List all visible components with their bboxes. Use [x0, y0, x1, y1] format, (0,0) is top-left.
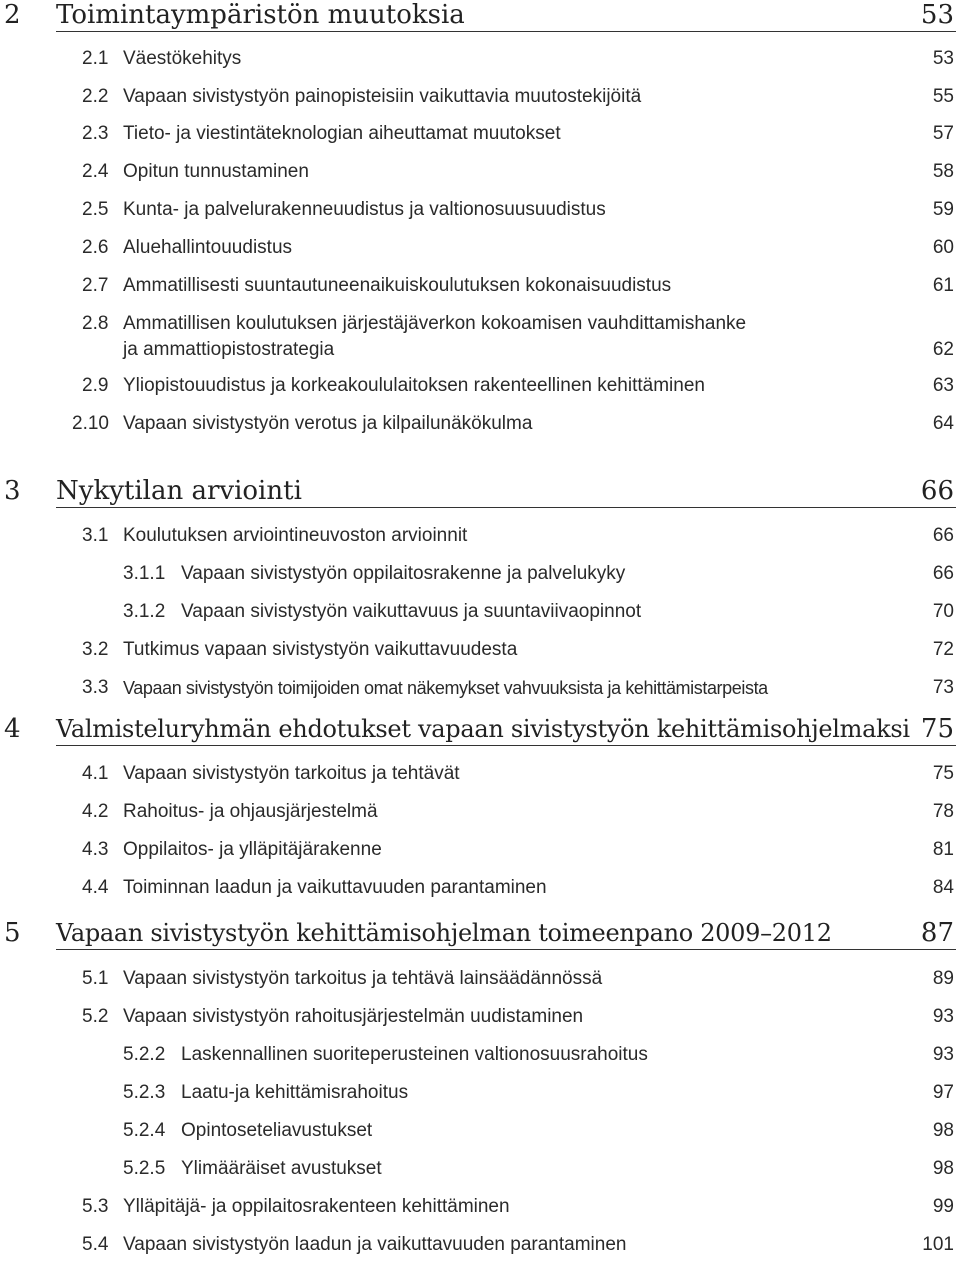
entry-page-number: 98 — [932, 1158, 954, 1179]
entry-title: Tieto- ja viestintäteknologian aiheuttamat muutokset — [123, 123, 561, 144]
entry-page-number: 61 — [932, 275, 954, 296]
entry-title: Aluehallintouudistus — [123, 237, 293, 258]
entry-number: 2.10 — [72, 413, 109, 434]
entry-page-number: 73 — [932, 677, 954, 698]
entry-number: 2.2 — [82, 86, 109, 107]
entry-page-number: 59 — [932, 199, 954, 220]
entry-number: 5.1 — [82, 968, 109, 989]
entry-number: 2.3 — [82, 123, 109, 144]
chapter-number: 4 — [4, 714, 21, 744]
entry-page-number: 62 — [932, 339, 954, 360]
entry-title: Laatu-ja kehittämisrahoitus — [181, 1082, 409, 1103]
entry-page-number: 97 — [932, 1082, 954, 1103]
entry-number: 2.4 — [82, 161, 109, 182]
entry-number: 4.3 — [82, 839, 109, 860]
chapter-number: 3 — [4, 476, 21, 506]
chapter-rule — [56, 949, 956, 950]
entry-number: 5.2.2 — [123, 1044, 166, 1065]
entry-number: 5.2 — [82, 1006, 109, 1027]
chapter-title: Valmisteluryhmän ehdotukset vapaan sivistystyön kehittämisohjelmaksi — [56, 715, 910, 743]
chapter-page-number: 66 — [920, 476, 954, 506]
entry-title: Vapaan sivistystyön rahoitusjärjestelmän uudistaminen — [123, 1006, 584, 1027]
entry-page-number: 81 — [932, 839, 954, 860]
entry-page-number: 78 — [932, 801, 954, 822]
entry-page-number: 57 — [932, 123, 954, 144]
entry-title: Vapaan sivistystyön oppilaitosrakenne ja palvelukyky — [181, 563, 626, 584]
entry-title: Vapaan sivistystyön toimijoiden omat näkemykset vahvuuksista ja kehittämistarpeista — [123, 678, 768, 698]
entry-title: Ammatillisesti suuntautuneenaikuiskoulutuksen kokonaisuudistus — [123, 275, 672, 296]
entry-title: Vapaan sivistystyön laadun ja vaikuttavuuden parantaminen — [123, 1234, 627, 1255]
entry-title-continued: ja ammattiopistostrategia — [123, 339, 335, 360]
entry-number: 5.2.4 — [123, 1120, 166, 1141]
entry-title: Opitun tunnustaminen — [123, 161, 309, 182]
entry-number: 5.2.5 — [123, 1158, 166, 1179]
entry-title: Vapaan sivistystyön verotus ja kilpailunäkökulma — [123, 413, 533, 434]
entry-title: Ammatillisen koulutuksen järjestäjäverkon kokoamisen vauhdittamishanke — [123, 313, 747, 334]
entry-title: Toiminnan laadun ja vaikuttavuuden parantaminen — [123, 877, 547, 898]
entry-number: 4.2 — [82, 801, 109, 822]
entry-page-number: 70 — [932, 601, 954, 622]
entry-page-number: 63 — [932, 375, 954, 396]
chapter-rule — [56, 31, 956, 32]
entry-title: Vapaan sivistystyön vaikuttavuus ja suuntaviivaopinnot — [181, 601, 642, 622]
entry-title: Vapaan sivistystyön tarkoitus ja tehtävä lainsäädännössä — [123, 968, 603, 989]
chapter-page-number: 53 — [920, 0, 954, 30]
entry-number: 2.9 — [82, 375, 109, 396]
entry-page-number: 93 — [932, 1044, 954, 1065]
entry-title: Koulutuksen arviointineuvoston arvioinnit — [123, 525, 468, 546]
entry-number: 3.1.1 — [123, 563, 166, 584]
entry-number: 4.4 — [82, 877, 109, 898]
entry-number: 2.7 — [82, 275, 109, 296]
entry-title: Oppilaitos- ja ylläpitäjärakenne — [123, 839, 382, 860]
entry-number: 2.8 — [82, 313, 109, 334]
entry-number: 2.5 — [82, 199, 109, 220]
entry-page-number: 60 — [932, 237, 954, 258]
entry-title: Yliopistouudistus ja korkeakoululaitoksen rakenteellinen kehittäminen — [123, 375, 705, 396]
entry-title: Ylläpitäjä- ja oppilaitosrakenteen kehittäminen — [123, 1196, 510, 1217]
entry-title: Opintoseteliavustukset — [181, 1120, 373, 1141]
chapter-title: Nykytilan arviointi — [56, 476, 302, 506]
entry-number: 3.2 — [82, 639, 109, 660]
entry-page-number: 93 — [932, 1006, 954, 1027]
entry-number: 5.2.3 — [123, 1082, 166, 1103]
entry-number: 4.1 — [82, 763, 109, 784]
chapter-title: Toimintaympäristön muutoksia — [56, 0, 465, 30]
entry-title: Ylimääräiset avustukset — [181, 1158, 382, 1179]
entry-title: Väestökehitys — [123, 48, 242, 69]
entry-page-number: 84 — [932, 877, 954, 898]
entry-page-number: 75 — [932, 763, 954, 784]
entry-title: Laskennallinen suoriteperusteinen valtionosuusrahoitus — [181, 1044, 648, 1065]
entry-number: 5.4 — [82, 1234, 109, 1255]
entry-title: Vapaan sivistystyön tarkoitus ja tehtävät — [123, 763, 460, 784]
entry-page-number: 101 — [922, 1234, 954, 1255]
chapter-number: 2 — [4, 0, 21, 30]
entry-page-number: 89 — [932, 968, 954, 989]
chapter-page-number: 87 — [920, 918, 954, 948]
entry-number: 3.3 — [82, 677, 109, 698]
entry-number: 2.6 — [82, 237, 109, 258]
entry-number: 3.1.2 — [123, 601, 166, 622]
chapter-number: 5 — [4, 918, 21, 948]
chapter-rule — [56, 507, 956, 508]
entry-number: 5.3 — [82, 1196, 109, 1217]
entry-page-number: 66 — [932, 563, 954, 584]
entry-page-number: 99 — [932, 1196, 954, 1217]
entry-page-number: 55 — [932, 86, 954, 107]
entry-title: Kunta- ja palvelurakenneuudistus ja valtionosuusuudistus — [123, 199, 606, 220]
entry-number: 2.1 — [82, 48, 109, 69]
entry-page-number: 98 — [932, 1120, 954, 1141]
entry-page-number: 53 — [932, 48, 954, 69]
chapter-rule — [56, 745, 956, 746]
chapter-title: Vapaan sivistystyön kehittämisohjelman toimeenpano 2009–2012 — [56, 919, 832, 947]
entry-title: Tutkimus vapaan sivistystyön vaikuttavuudesta — [123, 639, 518, 660]
entry-page-number: 58 — [932, 161, 954, 182]
entry-title: Vapaan sivistystyön painopisteisiin vaikuttavia muutostekijöitä — [123, 86, 642, 107]
entry-page-number: 64 — [932, 413, 954, 434]
entry-number: 3.1 — [82, 525, 109, 546]
entry-page-number: 72 — [932, 639, 954, 660]
chapter-page-number: 75 — [920, 714, 954, 744]
entry-page-number: 66 — [932, 525, 954, 546]
entry-title: Rahoitus- ja ohjausjärjestelmä — [123, 801, 378, 822]
